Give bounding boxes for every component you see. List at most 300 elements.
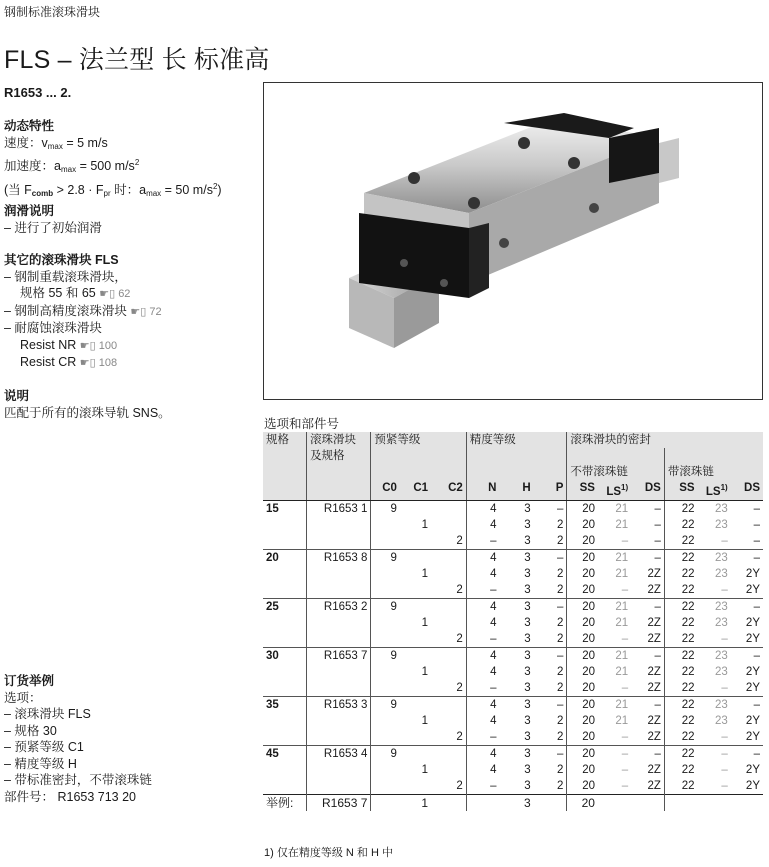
value-cell: 2 [556,518,564,531]
table-row [263,664,763,680]
header-size: 规格 [263,432,307,480]
value-cell: 4 [466,745,499,762]
value-cell [400,631,431,648]
value-cell: – [631,745,664,762]
size-cell [263,680,307,697]
value-cell: – [621,779,629,792]
value-cell: 22 [664,533,697,550]
value-cell: 3 [499,500,533,517]
part-cell [307,680,371,697]
value-cell: – [731,549,763,566]
value-cell: 20 [567,762,598,778]
value-cell: 2Z [647,730,661,743]
value-cell: 4 [466,500,499,517]
value-cell: – [534,647,567,664]
value-cell: 4 [466,713,499,729]
value-cell [400,500,431,517]
accel-condition: (当 $F_{comb} > 2.8 \cdot F_{pr}$ 时：$a_{max} = 50$ $m/s^2$) [4,181,222,198]
value-cell: – [721,681,728,694]
value-cell: 2 [556,567,564,580]
order-line: – 精度等级 H [4,756,77,771]
value-cell: 23 [714,665,728,678]
value-cell: 2Y [745,763,760,776]
value-cell: 22 [664,778,697,795]
value-cell: 2Y [745,779,760,792]
value-cell: 20 [567,729,598,746]
value-cell [400,647,431,664]
size-cell [263,566,307,582]
example-row [263,794,763,811]
value-cell: 21 [615,714,629,727]
value-cell [431,517,466,533]
value-cell: 20 [567,598,598,615]
part-cell [307,566,371,582]
value-cell [371,680,400,697]
value-cell: – [466,729,499,746]
table-row [263,517,763,533]
value-cell: 2Y [745,730,760,743]
value-cell: 22 [664,647,697,664]
value-cell: 1 [421,714,429,727]
value-cell [371,533,400,550]
code-header: DS [731,480,763,500]
value-cell [431,549,466,566]
value-cell: 21 [598,647,631,664]
value-cell: 20 [567,647,598,664]
value-cell: 3 [524,534,531,547]
code-header: H [499,480,533,500]
value-cell [371,664,400,680]
value-cell: – [534,696,567,713]
table-row [263,778,763,795]
value-cell: 9 [371,598,400,615]
part-cell: R1653 7 [307,647,371,664]
value-cell: 9 [371,500,400,517]
value-cell: – [534,598,567,615]
table-row [263,549,763,566]
value-cell: 2 [556,730,564,743]
value-cell [371,762,400,778]
table-row [263,696,763,713]
value-cell: 2Y [745,616,760,629]
part-cell [307,778,371,795]
part-cell [307,631,371,648]
value-cell: 3 [524,681,531,694]
value-cell: 3 [524,779,531,792]
value-cell [431,566,466,582]
value-cell: 2Y [745,583,760,596]
value-cell: 2 [556,779,564,792]
lubrication-line: – 进行了初始润滑 [4,220,102,235]
value-cell: 3 [524,583,531,596]
value-cell: 3 [524,518,531,531]
part-number: R1653 ... 2. [4,85,72,100]
value-cell: 2Z [647,632,661,645]
value-cell: 2Z [647,763,661,776]
other-heading: 其它的滚珠滑块 FLS [4,253,119,267]
code-header: SS [567,480,598,500]
value-cell: – [631,647,664,664]
value-cell: – [621,763,629,776]
value-cell [400,745,431,762]
code-header: P [534,480,567,500]
size-cell [263,762,307,778]
value-cell: 2 [556,616,564,629]
value-cell: 23 [698,549,731,566]
code-header: LS$^{1)}$ [698,480,731,500]
value-cell: 2 [556,681,564,694]
value-cell: – [621,583,629,596]
breadcrumb: 钢制标准滚珠滑块 [4,5,101,19]
lubrication-heading: 润滑说明 [4,204,55,218]
value-cell: 4 [466,615,499,631]
value-cell: 20 [567,500,598,517]
value-cell: 20 [567,664,598,680]
value-cell: 3 [499,598,533,615]
code-header: C0 [371,480,400,500]
example-label: 举例: [263,794,307,811]
other-blocks-section [4,252,254,372]
lubrication-section [4,203,254,236]
value-cell: – [466,680,499,697]
value-cell: 22 [664,729,697,746]
size-cell [263,517,307,533]
value-cell [400,582,431,599]
other-item: – 钢制重载滚珠滑块， [4,269,127,284]
example-ss: 20 [567,794,598,811]
value-cell: 20 [567,615,598,631]
table-row [263,500,763,517]
code-header: C1 [400,480,431,500]
value-cell: – [698,745,731,762]
size-cell: 35 [263,696,307,713]
part-cell: R1653 8 [307,549,371,566]
value-cell: 3 [524,632,531,645]
value-cell: 4 [466,566,499,582]
value-cell: 20 [567,778,598,795]
value-cell: – [466,533,499,550]
value-cell: 22 [664,631,697,648]
value-cell: – [534,745,567,762]
size-cell [263,664,307,680]
value-cell: – [621,681,629,694]
header-block: 滚珠滑块及规格 [307,432,371,480]
value-cell [371,582,400,599]
table-row [263,680,763,697]
value-cell: 23 [714,714,728,727]
value-cell: 4 [466,517,499,533]
part-cell: R1653 3 [307,696,371,713]
part-cell [307,615,371,631]
value-cell: 21 [598,598,631,615]
header-with-chain: 带滚珠链 [664,448,763,480]
value-cell [400,696,431,713]
header-seal: 滚珠滑块的密封 [567,432,763,448]
order-heading: 订货举例 [4,674,55,688]
dynamics-heading: 动态特性 [4,119,55,133]
size-cell [263,729,307,746]
order-line: – 滚珠滑块 FLS [4,707,91,721]
table-row [263,631,763,648]
value-cell: – [721,632,728,645]
value-cell: 23 [714,567,728,580]
other-item: – 钢制高精度滚珠滑块 ☛▯ 72 [4,303,162,318]
value-cell: 2Y [745,567,760,580]
value-cell: – [731,696,763,713]
value-cell: 20 [567,582,598,599]
code-header: N [466,480,499,500]
value-cell: 20 [567,745,598,762]
example-h: 3 [499,794,533,811]
value-cell: 20 [567,631,598,648]
value-cell: 22 [664,517,697,533]
value-cell: 2 [456,779,463,792]
value-cell: 2Y [745,681,760,694]
value-cell: – [721,534,728,547]
size-cell [263,615,307,631]
value-cell: – [654,518,661,531]
value-cell: 23 [714,518,728,531]
value-cell: 2Z [647,779,661,792]
part-cell [307,533,371,550]
part-cell [307,582,371,599]
value-cell [371,631,400,648]
value-cell: 3 [524,665,531,678]
size-cell [263,582,307,599]
value-cell [371,615,400,631]
value-cell: 22 [664,549,697,566]
table-row [263,647,763,664]
value-cell: 1 [421,665,429,678]
ball-runner-block-illustration [264,83,762,399]
value-cell: 2Z [647,567,661,580]
value-cell: 20 [567,533,598,550]
page-ref: ☛▯ 72 [130,305,162,318]
value-cell [431,762,466,778]
value-cell: 3 [524,763,531,776]
order-line: – 预紧等级 C1 [4,740,84,754]
part-cell: R1653 4 [307,745,371,762]
value-cell: 2Z [647,681,661,694]
value-cell [371,778,400,795]
value-cell: 20 [567,713,598,729]
value-cell [431,647,466,664]
value-cell [431,713,466,729]
value-cell: 22 [664,500,697,517]
value-cell: 21 [615,567,629,580]
example-c1: 1 [400,794,431,811]
table-row [263,615,763,631]
value-cell: – [534,500,567,517]
other-item: 规格 55 和 65 ☛▯ 62 [20,286,131,300]
value-cell [400,598,431,615]
value-cell: 2 [456,681,463,694]
value-cell: 22 [664,566,697,582]
page-title: FLS – 法兰型 长 标准高 [4,46,270,74]
value-cell [431,598,466,615]
value-cell: 2Z [647,616,661,629]
value-cell: 20 [567,680,598,697]
value-cell: 2 [556,534,564,547]
size-cell: 25 [263,598,307,615]
value-cell: – [631,696,664,713]
value-cell: 22 [664,696,697,713]
product-image [263,82,763,400]
options-table [263,432,763,811]
header-no-chain: 不带滚珠链 [567,448,664,480]
value-cell [371,566,400,582]
value-cell: – [631,500,664,517]
page-ref: ☛▯ 62 [99,288,131,300]
order-part-number: 部件号： R1653 713 20 [4,789,137,804]
value-cell: 20 [567,566,598,582]
value-cell: 21 [598,696,631,713]
value-cell: 4 [466,598,499,615]
value-cell: 2 [556,714,564,727]
value-cell: 3 [499,549,533,566]
code-header: SS [664,480,697,500]
size-cell [263,778,307,795]
value-cell: 22 [664,713,697,729]
value-cell [431,615,466,631]
order-line: 选项： [4,690,42,705]
value-cell: 21 [598,549,631,566]
size-cell [263,713,307,729]
value-cell: 2 [456,583,463,596]
value-cell: 1 [421,763,429,776]
size-cell: 45 [263,745,307,762]
value-cell: – [631,598,664,615]
value-cell: 2 [456,632,463,645]
value-cell: – [753,534,760,547]
value-cell: – [466,582,499,599]
value-cell: 22 [664,598,697,615]
size-cell: 15 [263,500,307,517]
value-cell: – [598,745,631,762]
value-cell: 22 [664,745,697,762]
value-cell: 1 [421,616,429,629]
value-cell: 2Y [745,632,760,645]
code-header: C2 [431,480,466,500]
value-cell: – [721,763,728,776]
other-item: Resist NR ☛▯ 100 [20,337,118,352]
value-cell: 3 [524,567,531,580]
value-cell: – [621,632,629,645]
table-row [263,566,763,582]
value-cell: 3 [524,730,531,743]
value-cell: 4 [466,696,499,713]
value-cell: 21 [598,500,631,517]
value-cell: 2 [556,632,564,645]
value-cell [400,533,431,550]
value-cell [371,517,400,533]
value-cell [371,729,400,746]
table-row [263,582,763,599]
value-cell: 3 [499,647,533,664]
table-title: 选项和部件号 [264,417,340,431]
value-cell: 21 [615,518,629,531]
table-row [263,729,763,746]
part-cell [307,664,371,680]
value-cell: 4 [466,664,499,680]
value-cell: – [466,778,499,795]
table-row [263,762,763,778]
value-cell: 23 [698,696,731,713]
table-row [263,713,763,729]
value-cell [400,549,431,566]
part-cell [307,713,371,729]
part-cell [307,762,371,778]
part-cell [307,517,371,533]
value-cell: 9 [371,745,400,762]
value-cell: 20 [567,549,598,566]
order-line: – 带标准密封，不带滚珠链 [4,773,152,787]
value-cell: 2Z [647,583,661,596]
value-cell: 20 [567,517,598,533]
value-cell: 22 [664,762,697,778]
size-cell [263,533,307,550]
value-cell: 2Z [647,665,661,678]
value-cell: 2 [456,534,463,547]
value-cell: 22 [664,615,697,631]
value-cell: 22 [664,664,697,680]
value-cell: 23 [698,598,731,615]
note-heading: 说明 [4,389,30,403]
value-cell: 2 [556,763,564,776]
other-item: – 耐腐蚀滚珠滑块 [4,321,102,335]
other-item: Resist CR ☛▯ 108 [20,355,118,369]
value-cell: 1 [421,518,429,531]
value-cell: 2Y [745,665,760,678]
speed-line: 速度：$v_{max} = 5$ m/s [4,135,108,151]
value-cell: 2Y [745,714,760,727]
order-example-section [4,673,254,805]
size-cell: 20 [263,549,307,566]
value-cell: 23 [698,500,731,517]
table-row [263,533,763,550]
size-cell [263,631,307,648]
part-cell: R1653 2 [307,598,371,615]
code-header: LS$^{1)}$ [598,480,631,500]
value-cell: 9 [371,647,400,664]
value-cell: 20 [567,696,598,713]
value-cell: – [731,598,763,615]
value-cell [400,680,431,697]
value-cell: 21 [615,665,629,678]
value-cell: 4 [466,549,499,566]
page-ref: ☛▯ 108 [79,357,118,369]
part-cell [307,729,371,746]
value-cell [371,713,400,729]
page-ref: ☛▯ 100 [79,339,118,352]
value-cell: 4 [466,647,499,664]
value-cell: – [721,730,728,743]
part-cell: R1653 1 [307,500,371,517]
value-cell: 9 [371,696,400,713]
value-cell [400,778,431,795]
value-cell: 23 [698,647,731,664]
note-line: 匹配于所有的滚珠导轨 SNS。 [4,405,171,420]
value-cell: 9 [371,549,400,566]
note-section [4,388,254,421]
value-cell: – [731,500,763,517]
value-cell: 2 [456,730,463,743]
value-cell [431,745,466,762]
value-cell [431,664,466,680]
table-row [263,745,763,762]
value-cell: 3 [499,745,533,762]
table-row [263,598,763,615]
